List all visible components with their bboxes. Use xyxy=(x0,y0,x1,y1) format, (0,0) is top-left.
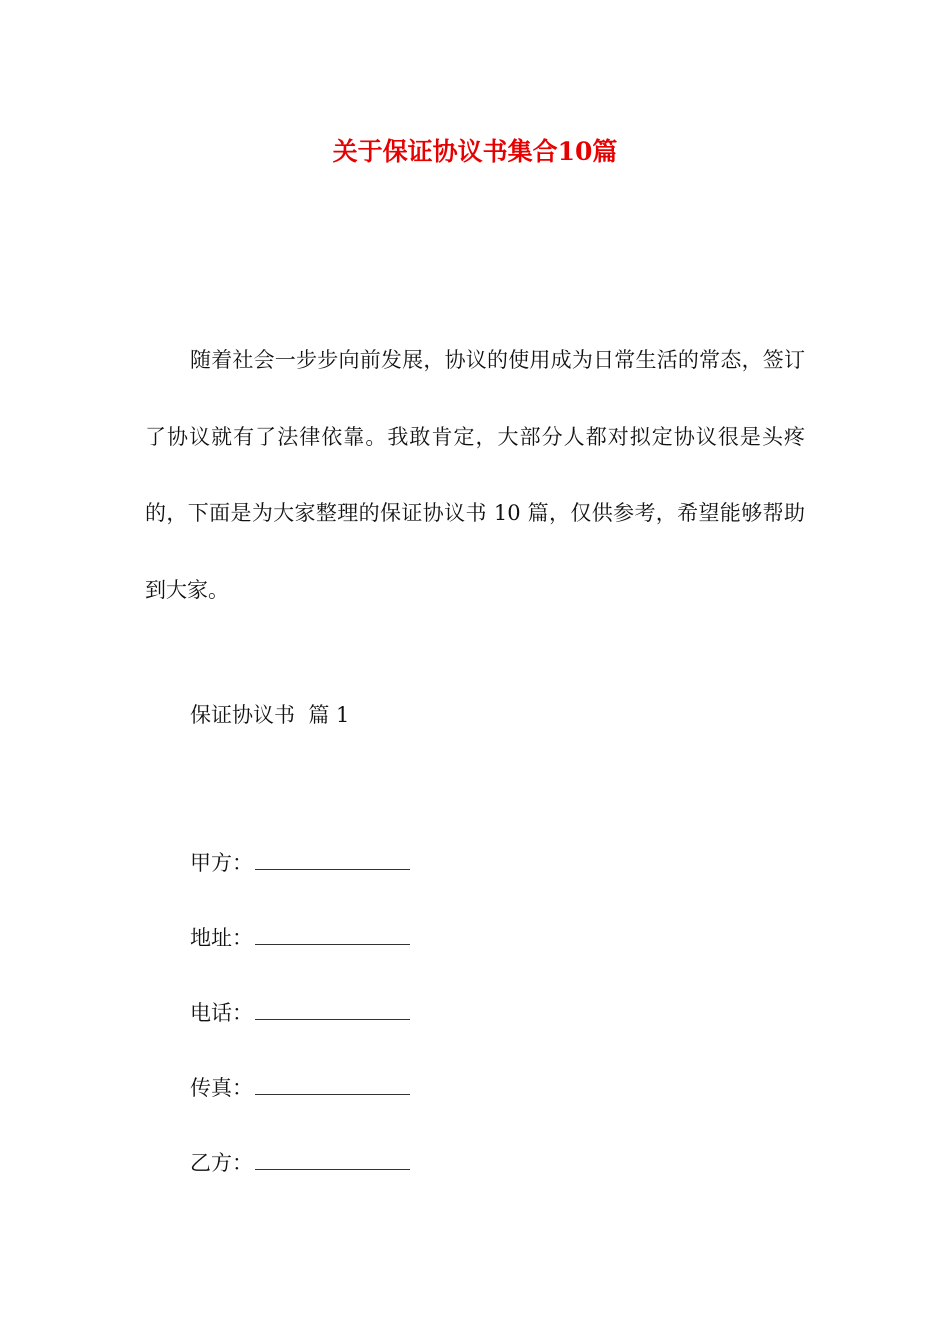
field-party-a xyxy=(190,845,410,920)
field-address xyxy=(190,920,410,995)
field-label: 甲方： xyxy=(190,851,253,875)
field-fax xyxy=(190,1070,410,1145)
document-title: 关于保证协议书集合10篇 xyxy=(332,137,618,166)
blank-line xyxy=(255,1070,410,1095)
blank-line xyxy=(255,995,410,1020)
field-label: 传真： xyxy=(190,1076,253,1100)
field-phone xyxy=(190,995,410,1070)
field-party-b xyxy=(190,1145,410,1220)
blank-line xyxy=(255,920,410,945)
party-fields xyxy=(190,845,410,1220)
blank-line xyxy=(255,1145,410,1170)
field-label: 地址： xyxy=(190,926,253,950)
blank-line xyxy=(255,845,410,870)
field-label: 电话： xyxy=(190,1001,253,1025)
intro-paragraph: 随着社会一步步向前发展，协议的使用成为日常生活的常态，签订了协议就有了法律依靠。我敢肯定，大部分人都对拟定协议很是头疼的，下面是为大家整理的保证协议书 10 篇，仅供参考，希望能够帮助到大家。 xyxy=(145,348,805,602)
field-label: 乙方： xyxy=(190,1151,253,1175)
section-heading: 保证协议书 篇 1 xyxy=(190,703,350,727)
